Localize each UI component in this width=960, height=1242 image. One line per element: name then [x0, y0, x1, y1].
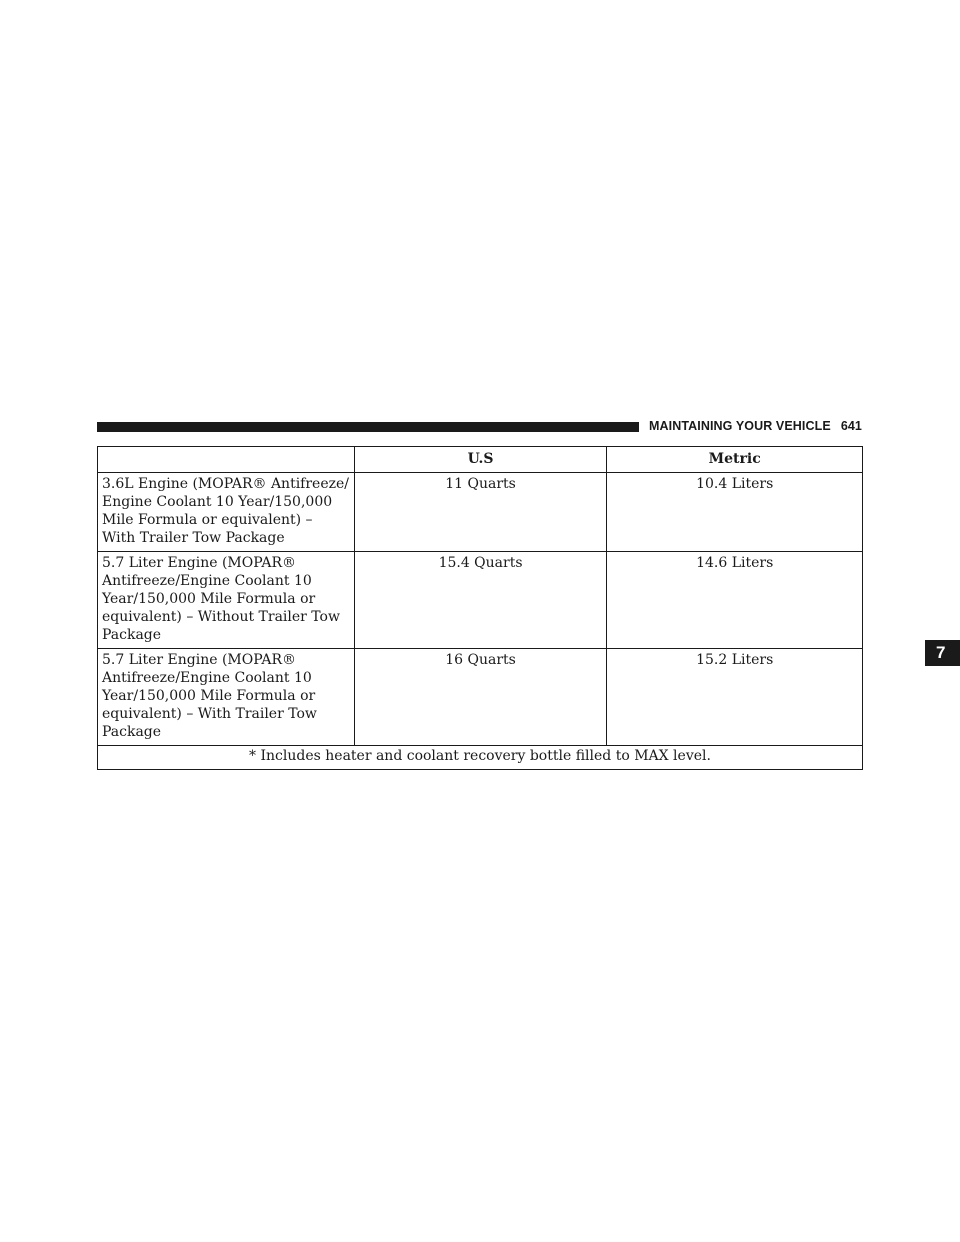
- row-metric-value: 10.4 Liters: [607, 473, 863, 552]
- row-metric-value: 15.2 Liters: [607, 649, 863, 746]
- table-row: [98, 649, 863, 746]
- row-us-value: 16 Quarts: [354, 649, 607, 746]
- section-title: MAINTAINING YOUR VEHICLE: [649, 419, 831, 433]
- coolant-capacity-table: [97, 446, 863, 770]
- header-cell-metric: Metric: [607, 447, 863, 473]
- table-header-row: [98, 447, 863, 473]
- chapter-tab: 7: [925, 640, 960, 666]
- row-description: 3.6L Engine (MOPAR® Antifreeze/ Engine Coolant 10 Year/150,000 Mile Formula or equivalent) – With Trailer Tow Package: [98, 473, 355, 552]
- table-row: [98, 552, 863, 649]
- table-footnote-row: [98, 746, 863, 770]
- table-footnote: * Includes heater and coolant recovery bottle filled to MAX level.: [98, 746, 863, 770]
- page-number: 641: [840, 419, 862, 433]
- row-description: 5.7 Liter Engine (MOPAR® Antifreeze/Engine Coolant 10 Year/150,000 Mile Formula or equivalent) – With Trailer Tow Package: [98, 649, 355, 746]
- table-row: [98, 473, 863, 552]
- row-metric-value: 14.6 Liters: [607, 552, 863, 649]
- header-rule: [97, 422, 639, 432]
- row-us-value: 11 Quarts: [354, 473, 607, 552]
- header-cell-description: [98, 447, 355, 473]
- page-header: [649, 419, 862, 433]
- row-description: 5.7 Liter Engine (MOPAR® Antifreeze/Engine Coolant 10 Year/150,000 Mile Formula or equivalent) – Without Trailer Tow Package: [98, 552, 355, 649]
- header-cell-us: U.S: [354, 447, 607, 473]
- row-us-value: 15.4 Quarts: [354, 552, 607, 649]
